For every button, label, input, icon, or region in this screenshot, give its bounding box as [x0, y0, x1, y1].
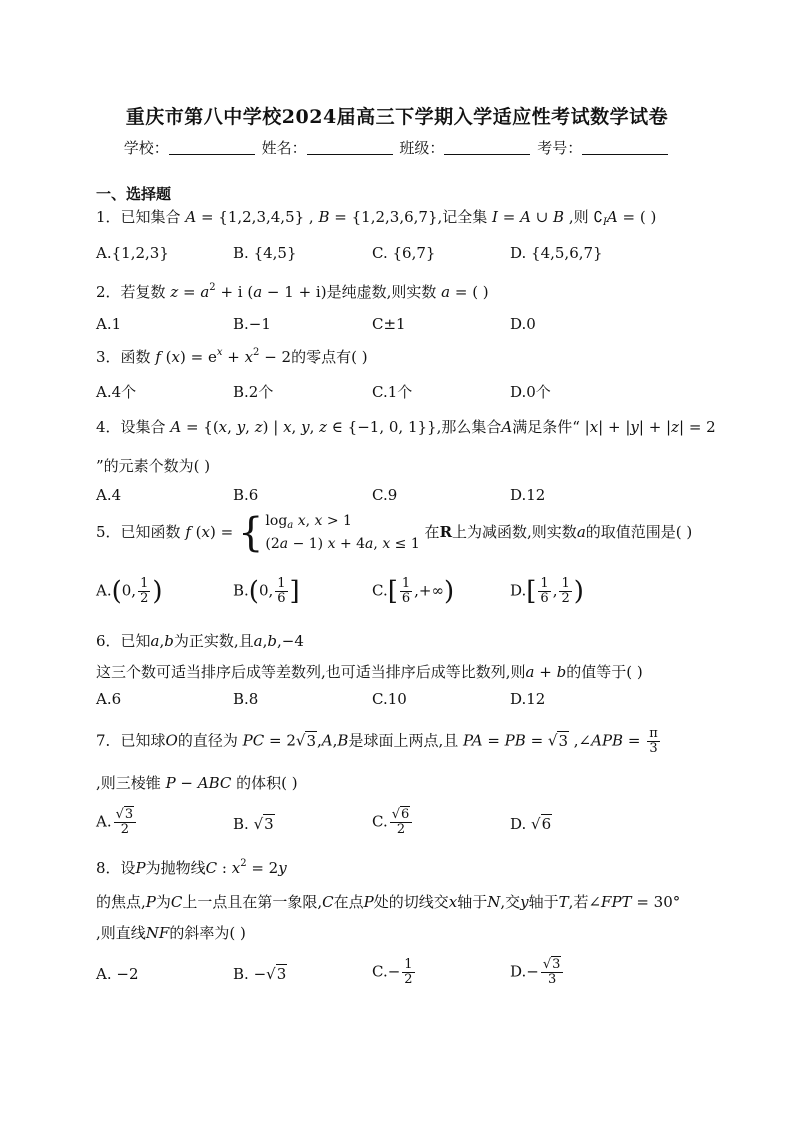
q3-option-a[interactable]: A.4个	[96, 383, 137, 401]
q8-option-c[interactable]: C.− $\frac{1}{2}$	[372, 957, 413, 987]
section-heading: 一、选择题	[96, 185, 172, 203]
q4-option-a[interactable]: A.4	[96, 486, 122, 504]
page-title: 重庆市第八中学校2024届高三下学期入学适应性考试数学试卷	[125, 106, 669, 128]
school-label: 学校：	[123, 139, 169, 157]
q3-option-c[interactable]: C.1个	[372, 383, 413, 401]
name-blank[interactable]	[307, 140, 393, 155]
q2-option-d[interactable]: D.0	[510, 315, 536, 333]
question-6: 6．已知a,b为正实数,且a,b,−4	[96, 632, 304, 650]
q2-option-b[interactable]: B.−1	[233, 315, 271, 333]
name-label: 姓名：	[261, 139, 307, 157]
question-1: 1．已知集合 A = {1,2,3,4,5} , B = {1,2,3,6,7},记全集 I = A ∪ B ,则 $∁_IA$ = ( )	[96, 208, 657, 228]
q1-option-b[interactable]: B. {4,5}	[233, 244, 297, 262]
number-label: 考号：	[537, 139, 583, 157]
q7-option-c[interactable]: C. $\frac{√6}{2}$	[372, 808, 414, 837]
question-4-cont: ”的元素个数为( )	[96, 457, 211, 475]
q3-option-d[interactable]: D.0个	[510, 383, 551, 401]
q4-option-c[interactable]: C.9	[372, 486, 398, 504]
q7-option-a[interactable]: A. $\frac{√3}{2}$	[96, 808, 138, 837]
q3-option-b[interactable]: B.2个	[233, 383, 274, 401]
q5-option-c[interactable]: C.[ $\frac{1}{6}$ ,+∞)	[372, 576, 455, 607]
q5-option-d[interactable]: D.[ $\frac{1}{6}$ , $\frac{1}{2}$ )	[510, 576, 584, 607]
question-7: 7．已知球O的直径为 PC = 2√3,A,B是球面上两点,且 PA = PB = √3 ,∠APB = $\frac{\pi}{3}$	[96, 726, 658, 756]
class-blank[interactable]	[444, 140, 530, 155]
q8-option-d[interactable]: D.− $\frac{√3}{3}$	[510, 958, 565, 987]
question-5: 5．已知函数 f (x) = { $\log_a x$, x > 1 (2a − 1) x + 4a, x ≤ 1 在R上为减函数,则实数a的取值范围是( )	[96, 510, 693, 556]
q5-option-b[interactable]: B.(0, $\frac{1}{6}$ ]	[233, 576, 300, 607]
q7-option-d[interactable]: D. √6	[510, 815, 552, 833]
question-8-cont: 的焦点,P为C上一点且在第一象限,C在点P处的切线交x轴于N,交y轴于T,若∠FPT = 30°	[96, 893, 681, 911]
question-6-cont: 这三个数可适当排序后成等差数列,也可适当排序后成等比数列,则a + b的值等于( )	[96, 663, 643, 681]
question-8-cont2: ,则直线NF的斜率为( )	[96, 924, 246, 942]
q4-option-d[interactable]: D.12	[510, 486, 546, 504]
q4-option-b[interactable]: B.6	[233, 486, 259, 504]
question-2: 2．若复数 $z = a^2 + i$ (a − 1 + i)是纯虚数,则实数 a = ( )	[96, 282, 489, 301]
class-label: 班级：	[399, 139, 445, 157]
q1-option-c[interactable]: C. {6,7}	[372, 244, 436, 262]
student-info-row	[0, 137, 794, 158]
number-blank[interactable]	[582, 140, 668, 155]
q8-option-a[interactable]: A. −2	[96, 965, 139, 983]
question-3: 3．函数 f $(x) = e^x + x^2 - 2$的零点有( )	[96, 347, 368, 366]
q6-option-d[interactable]: D.12	[510, 690, 546, 708]
q5-option-a[interactable]: A.(0, $\frac{1}{2}$ )	[96, 576, 163, 607]
q1-option-d[interactable]: D. {4,5,6,7}	[510, 244, 603, 262]
q2-option-a[interactable]: A.1	[96, 315, 122, 333]
school-blank[interactable]	[169, 140, 255, 155]
q2-option-c[interactable]: C±1	[372, 315, 406, 333]
q6-option-a[interactable]: A.6	[96, 690, 122, 708]
q1-option-a[interactable]: A.{1,2,3}	[96, 244, 169, 262]
question-8: 8．设P为抛物线C : $x^2 = 2y$	[96, 858, 287, 877]
q6-option-c[interactable]: C.10	[372, 690, 407, 708]
question-7-cont: ,则三棱锥 P − ABC 的体积( )	[96, 774, 298, 792]
q7-option-b[interactable]: B. √3	[233, 815, 274, 833]
q8-option-b[interactable]: B. −√3	[233, 965, 287, 983]
q6-option-b[interactable]: B.8	[233, 690, 259, 708]
question-4: 4．设集合 A = {(x, y, z) | x, y, z ∈ {−1, 0, 1}},那么集合A满足条件“ |x| + |y| + |z| = 2	[96, 418, 716, 436]
